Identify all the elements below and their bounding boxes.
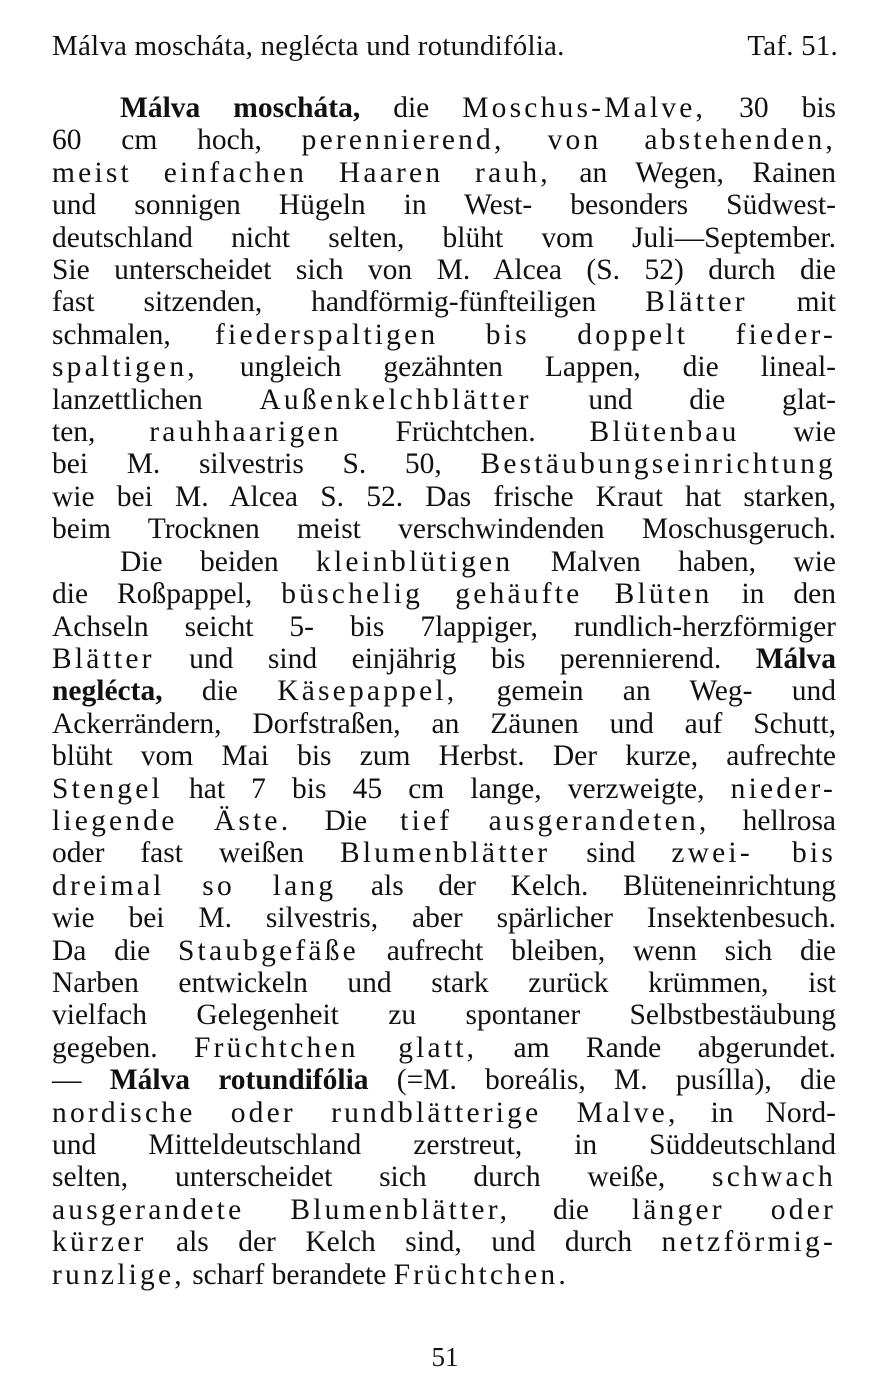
text-run: sind xyxy=(550,837,672,870)
text-run: Sie unterscheidet sich von M. Alcea (S. 52) durch die xyxy=(52,254,836,287)
text-line xyxy=(52,935,836,967)
spaced-emphasis: schwach xyxy=(712,1161,836,1194)
spaced-emphasis: länger oder xyxy=(631,1193,837,1226)
text-run: die xyxy=(162,675,278,708)
text-run: wie bei M. silvestris, aber spärlicher Insektenbesuch. xyxy=(52,902,836,935)
text-run: — xyxy=(52,1064,110,1097)
text-line xyxy=(52,999,836,1031)
text-run: deutschland nicht selten, blüht vom Juli—September. xyxy=(52,221,836,254)
text-line xyxy=(52,286,836,318)
text-line xyxy=(52,546,836,578)
species-name: neglécta, xyxy=(52,675,163,708)
text-run: und sonnigen Hügeln in West- besonders Südwest- xyxy=(52,189,836,222)
text-run: hellrosa xyxy=(709,804,837,837)
text-run: aufrecht bleiben, wenn sich die xyxy=(358,934,836,967)
text-run: gemein an Weg- und xyxy=(457,675,836,708)
text-line xyxy=(52,1226,836,1258)
text-line xyxy=(52,157,836,189)
species-name: Málva moscháta, xyxy=(120,92,361,124)
spaced-emphasis: runzlige, xyxy=(52,1258,185,1291)
spaced-emphasis: Blumenblätter xyxy=(339,837,551,870)
running-title: Málva moscháta, neglécta und rotundifólia. xyxy=(52,30,565,62)
text-run: ungleich gezähnten Lappen, die lineal- xyxy=(197,351,836,384)
text-run: oder fast weißen xyxy=(52,837,340,870)
spaced-emphasis: nieder- xyxy=(730,772,836,805)
spaced-emphasis: tief ausgerandeten, xyxy=(400,804,710,837)
plate-number: Taf. 51. xyxy=(747,30,838,62)
text-run: Die beiden xyxy=(120,545,317,578)
body-text xyxy=(52,92,836,1291)
spaced-emphasis: Außenkelchblätter xyxy=(259,383,532,416)
text-run: in Nord- xyxy=(678,1096,836,1129)
text-run: Da die xyxy=(52,934,178,967)
spaced-emphasis: Bestäubungseinrichtung xyxy=(480,448,836,481)
text-line xyxy=(52,1097,836,1129)
text-run: 60 cm hoch, xyxy=(52,124,302,157)
spaced-emphasis: Früchtchen. xyxy=(393,1258,569,1291)
text-line xyxy=(52,92,836,124)
text-line xyxy=(52,513,836,545)
spaced-emphasis: nordische oder rundblätterige Malve, xyxy=(52,1096,679,1129)
spaced-emphasis: liegende Äste. xyxy=(52,804,292,837)
text-run: Narben entwickeln und stark zurück krümmen, ist xyxy=(52,966,836,999)
text-line xyxy=(52,902,836,934)
text-run: als der Kelch sind, und durch xyxy=(146,1226,662,1259)
text-line xyxy=(52,967,836,999)
text-run: wie xyxy=(739,416,836,449)
spaced-emphasis: netzförmig- xyxy=(661,1226,836,1259)
text-run: Die xyxy=(291,804,401,837)
text-run: Achseln seicht 5- bis 7lappiger, rundlich-herzförmiger xyxy=(52,610,836,643)
text-line xyxy=(52,1194,836,1226)
text-run: Malven haben, wie xyxy=(513,545,836,578)
text-line xyxy=(52,1129,836,1161)
text-run: gegeben. xyxy=(52,1031,194,1064)
text-run: (=M. boreális, M. pusílla), die xyxy=(368,1064,836,1097)
text-run: und sind einjährig bis perennierend. xyxy=(154,642,756,675)
text-run: wie bei M. Alcea S. 52. Das frische Kraut hat starken, xyxy=(52,480,836,513)
spaced-emphasis: Moschus-Malve, xyxy=(462,92,707,124)
text-line xyxy=(52,740,836,772)
text-line xyxy=(52,1064,836,1096)
text-run: und die glat- xyxy=(531,383,836,416)
spaced-emphasis: dreimal so lang xyxy=(52,869,337,902)
text-run: als der Kelch. Blüteneinrichtung xyxy=(336,869,836,902)
text-run: in den xyxy=(712,578,836,611)
spaced-emphasis: Blätter xyxy=(645,286,748,319)
spaced-emphasis: ausgerandete Blumenblätter, xyxy=(52,1193,511,1226)
text-line xyxy=(52,351,836,383)
text-line xyxy=(52,1259,836,1291)
text-run: ten, xyxy=(52,416,150,449)
spaced-emphasis: kleinblütigen xyxy=(316,545,514,578)
text-line xyxy=(52,1032,836,1064)
text-line xyxy=(52,416,836,448)
spaced-emphasis: perennierend, von abstehenden, xyxy=(301,124,836,157)
text-run: scharf berandete xyxy=(184,1258,394,1291)
text-run: fast sitzenden, handförmig-fünfteiligen xyxy=(52,286,646,319)
text-line xyxy=(52,837,836,869)
text-line xyxy=(52,481,836,513)
text-run: vielfach Gelegenheit zu spontaner Selbstbestäubung xyxy=(52,999,836,1032)
text-run: am Rande abgerundet. xyxy=(477,1031,837,1064)
text-run: mit xyxy=(747,286,836,319)
text-line xyxy=(52,611,836,643)
text-line xyxy=(52,319,836,351)
text-run: lanzettlichen xyxy=(52,383,260,416)
text-run: bei M. silvestris S. 50, xyxy=(52,448,481,481)
text-run: selten, unterscheidet sich durch weiße, xyxy=(52,1161,713,1194)
spaced-emphasis: fiederspaltigen bis doppelt fieder- xyxy=(215,318,836,351)
text-run: hat 7 bis 45 cm lange, verzweigte, xyxy=(162,772,731,805)
spaced-emphasis: kürzer xyxy=(52,1226,147,1259)
species-name: Málva xyxy=(755,642,836,675)
spaced-emphasis: spaltigen, xyxy=(52,351,198,384)
text-run: die xyxy=(360,92,463,124)
text-line xyxy=(52,773,836,805)
text-run: Ackerrändern, Dorfstraßen, an Zäunen und auf Schutt, xyxy=(52,707,836,740)
spaced-emphasis: Blätter xyxy=(52,642,155,675)
text-run: und Mitteldeutschland zerstreut, in Süddeutschland xyxy=(52,1129,836,1161)
text-line xyxy=(52,805,836,837)
text-run: die Roßpappel, xyxy=(52,578,282,611)
spaced-emphasis: meist einfachen Haaren rauh, xyxy=(52,156,551,189)
text-line xyxy=(52,384,836,416)
text-line xyxy=(52,222,836,254)
text-line xyxy=(52,189,836,221)
spaced-emphasis: Staubgefäße xyxy=(177,934,359,967)
spaced-emphasis: Stengel xyxy=(52,772,163,805)
text-line xyxy=(52,708,836,740)
text-run: an Wegen, Rainen xyxy=(550,156,836,189)
spaced-emphasis: Früchtchen glatt, xyxy=(193,1031,478,1064)
text-line xyxy=(52,643,836,675)
text-line xyxy=(52,675,836,707)
spaced-emphasis: rauhhaarigen xyxy=(149,416,342,449)
text-run: 30 bis xyxy=(706,92,836,124)
running-header xyxy=(52,30,838,63)
text-run: Früchtchen. xyxy=(341,416,590,449)
text-run: die xyxy=(510,1193,632,1226)
text-line xyxy=(52,124,836,156)
spaced-emphasis: zwei- bis xyxy=(671,837,836,870)
page-number: 51 xyxy=(431,1342,459,1372)
spaced-emphasis: büschelig gehäufte Blüten xyxy=(281,578,713,611)
text-line xyxy=(52,1161,836,1193)
text-line xyxy=(52,448,836,480)
text-line xyxy=(52,870,836,902)
text-run: blüht vom Mai bis zum Herbst. Der kurze, aufrechte xyxy=(52,740,836,773)
text-run: schmalen, xyxy=(52,318,216,351)
species-name: Málva rotundifólia xyxy=(109,1064,369,1097)
text-run: beim Trocknen meist verschwindenden Moschusgeruch. xyxy=(52,513,836,546)
text-line xyxy=(52,578,836,610)
text-line xyxy=(52,254,836,286)
spaced-emphasis: Käsepappel, xyxy=(277,675,458,708)
spaced-emphasis: Blütenbau xyxy=(589,416,740,449)
